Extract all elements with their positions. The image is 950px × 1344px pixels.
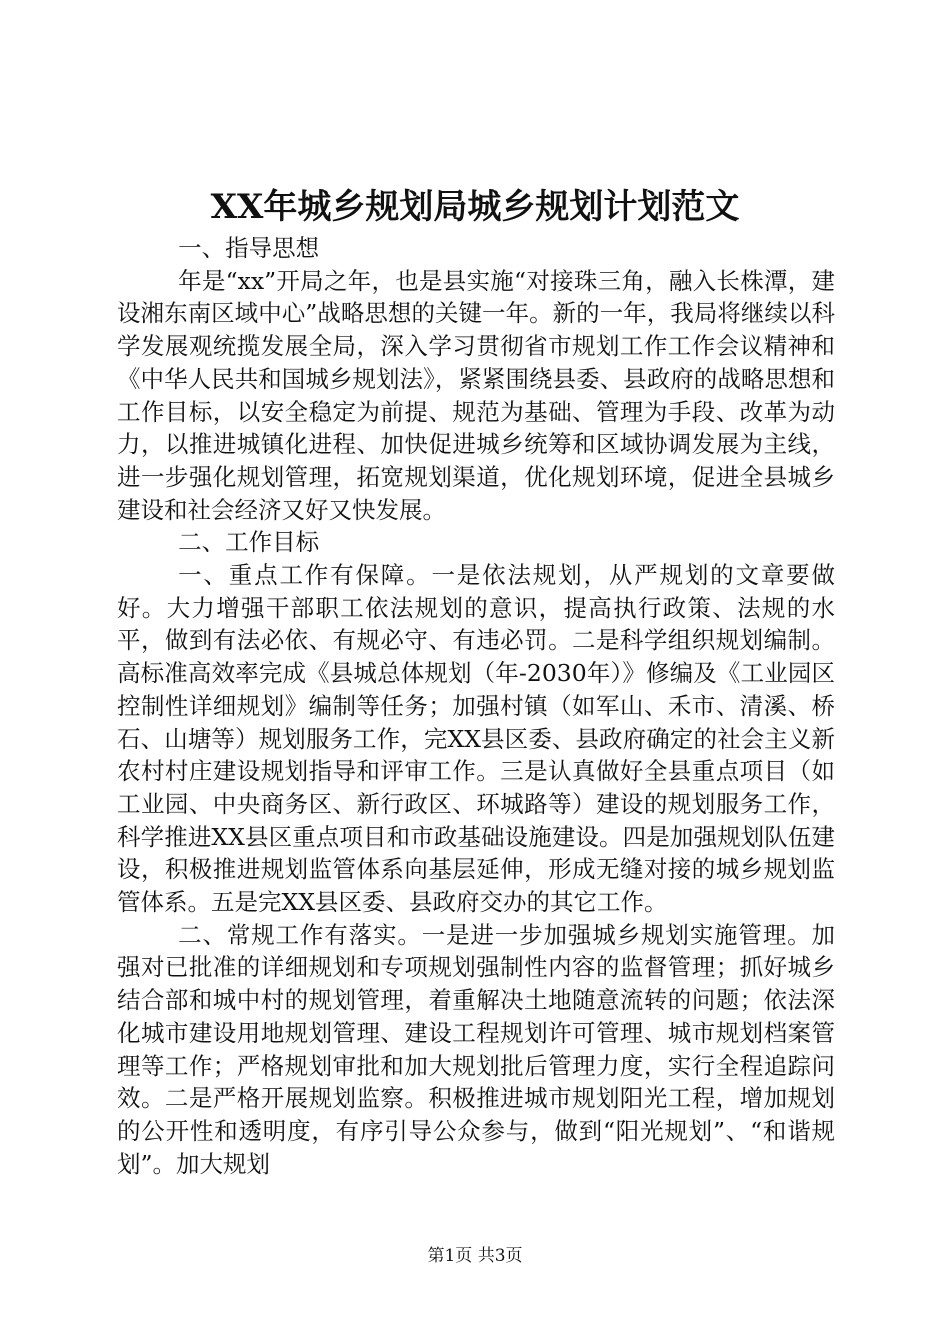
paragraph-key-work: 一、重点工作有保障。一是依法规划，从严规划的文章要做好。大力增强干部职工依法规划的意识，提高执行政策、法规的水平，做到有法必依、有规必守、有违必罚。二是科学组织规划编制。高标准高效率完成《县城总体规划（年-2030年）》修编及《工业园区控制性详细规划》编制等任务；加强村镇（如军山、禾市、清溪、桥石、山塘等）规划服务工作，完XX县区委、县政府确定的社会主义新农村村庄建设规划指导和评审工作。三是认真做好全县重点项目（如工业园、中央商务区、新行政区、环城路等）建设的规划服务工作，科学推进XX县区重点项目和市政基础设施建设。四是加强规划队伍建设，积极推进规划监管体系向基层延伸，形成无缝对接的城乡规划监管体系。五是完XX县区委、县政府交办的其它工作。 — [117, 561, 835, 917]
section-heading-guiding-ideology: 一、指导思想 — [178, 234, 320, 262]
section-heading-work-goals: 二、工作目标 — [178, 528, 320, 557]
paragraph-routine-work: 二、常规工作有落实。一是进一步加强城乡规划实施管理。加强对已批准的详细规划和专项规划强制性内容的监督管理；抓好城乡结合部和城中村的规划管理，着重解决土地随意流转的问题；依法深化城市建设用地规划管理、建设工程规划许可管理、城市规划档案管理等工作；严格规划审批和加大规划批后管理力度，实行全程追踪问效。二是严格开展规划监察。积极推进城市规划阳光工程，增加规划的公开性和透明度，有序引导公众参与，做到“阳光规划”、“和谐规划”。加大规划 — [117, 920, 835, 1178]
paragraph-guiding-ideology: 年是“xx”开局之年，也是县实施“对接珠三角，融入长株潭，建设湘东南区域中心”战略思想的关键一年。新的一年，我局将继续以科学发展观统揽发展全局，深入学习贯彻省市规划工作工作会议精神和《中华人民共和国城乡规划法》，紧紧围绕县委、县政府的战略思想和工作目标，以安全稳定为前提、规范为基础、管理为手段、改革为动力，以推进城镇化进程、加快促进城乡统筹和区域协调发展为主线，进一步强化规划管理，拓宽规划渠道，优化规划环境，促进全县城乡建设和社会经济又好又快发展。 — [117, 266, 835, 524]
document-body — [117, 232, 835, 1180]
page-number-footer: 第1页 共3页 — [427, 1246, 523, 1266]
document-title: XX年城乡规划局城乡规划计划范文 — [210, 187, 740, 227]
